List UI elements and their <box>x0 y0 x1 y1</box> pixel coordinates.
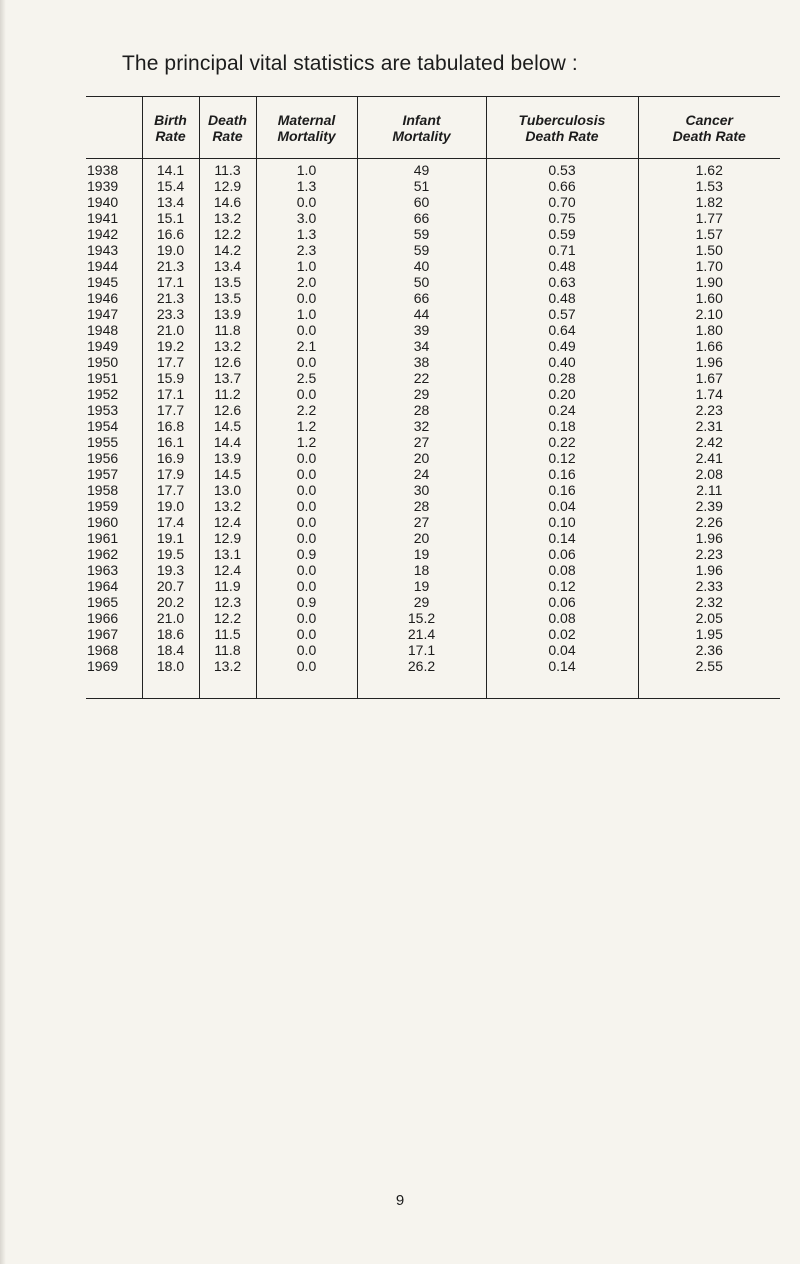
cell-birth-rate: 17.9 <box>142 466 199 482</box>
table-row <box>86 658 780 698</box>
cell-maternal-mortality: 2.1 <box>256 338 357 354</box>
cell-tuberculosis-death-rate: 0.40 <box>486 354 638 370</box>
cell-birth-rate: 18.0 <box>142 658 199 698</box>
cell-birth-rate: 18.6 <box>142 626 199 642</box>
cell-death-rate: 13.5 <box>199 290 256 306</box>
cell-death-rate: 13.0 <box>199 482 256 498</box>
cell-cancer-death-rate: 1.80 <box>638 322 780 338</box>
table-row <box>86 642 780 658</box>
cell-tuberculosis-death-rate: 0.04 <box>486 498 638 514</box>
cell-birth-rate: 21.3 <box>142 258 199 274</box>
table-row <box>86 626 780 642</box>
cell-cancer-death-rate: 2.42 <box>638 434 780 450</box>
cell-birth-rate: 14.1 <box>142 159 199 179</box>
cell-infant-mortality: 29 <box>357 594 486 610</box>
cell-cancer-death-rate: 1.96 <box>638 354 780 370</box>
table-row <box>86 610 780 626</box>
cell-infant-mortality: 34 <box>357 338 486 354</box>
cell-infant-mortality: 32 <box>357 418 486 434</box>
header-year <box>86 97 142 159</box>
cell-tuberculosis-death-rate: 0.22 <box>486 434 638 450</box>
cell-maternal-mortality: 0.0 <box>256 642 357 658</box>
cell-maternal-mortality: 2.0 <box>256 274 357 290</box>
cell-maternal-mortality: 2.3 <box>256 242 357 258</box>
cell-birth-rate: 15.4 <box>142 178 199 194</box>
table-row <box>86 210 780 226</box>
table-row <box>86 159 780 179</box>
table-row <box>86 242 780 258</box>
cell-death-rate: 12.9 <box>199 178 256 194</box>
cell-birth-rate: 19.2 <box>142 338 199 354</box>
cell-tuberculosis-death-rate: 0.18 <box>486 418 638 434</box>
cell-birth-rate: 17.4 <box>142 514 199 530</box>
cell-year: 1943 <box>87 242 119 258</box>
cell-tuberculosis-death-rate: 0.14 <box>486 658 638 698</box>
cell-year: 1945 <box>87 274 119 290</box>
cell-death-rate: 11.8 <box>199 642 256 658</box>
cell-death-rate: 12.2 <box>199 610 256 626</box>
cell-tuberculosis-death-rate: 0.06 <box>486 594 638 610</box>
table-row <box>86 450 780 466</box>
cell-tuberculosis-death-rate: 0.49 <box>486 338 638 354</box>
table-row <box>86 498 780 514</box>
cell-cancer-death-rate: 2.39 <box>638 498 780 514</box>
table-row <box>86 338 780 354</box>
cell-birth-rate: 16.6 <box>142 226 199 242</box>
cell-birth-rate: 15.9 <box>142 370 199 386</box>
cell-birth-rate: 18.4 <box>142 642 199 658</box>
cell-maternal-mortality: 0.0 <box>256 658 357 698</box>
cell-infant-mortality: 17.1 <box>357 642 486 658</box>
cell-maternal-mortality: 1.2 <box>256 434 357 450</box>
cell-cancer-death-rate: 2.31 <box>638 418 780 434</box>
cell-maternal-mortality: 0.0 <box>256 610 357 626</box>
cell-infant-mortality: 15.2 <box>357 610 486 626</box>
cell-infant-mortality: 21.4 <box>357 626 486 642</box>
cell-infant-mortality: 39 <box>357 322 486 338</box>
cell-tuberculosis-death-rate: 0.66 <box>486 178 638 194</box>
table-row <box>86 530 780 546</box>
header-birth-rate: Birth Rate <box>142 97 199 159</box>
cell-year: 1969 <box>87 658 119 674</box>
cell-death-rate: 13.4 <box>199 258 256 274</box>
table-row <box>86 418 780 434</box>
header-row <box>86 97 780 159</box>
cell-maternal-mortality: 0.0 <box>256 322 357 338</box>
cell-cancer-death-rate: 2.41 <box>638 450 780 466</box>
table-row <box>86 226 780 242</box>
cell-maternal-mortality: 0.9 <box>256 594 357 610</box>
cell-maternal-mortality: 0.0 <box>256 626 357 642</box>
cell-cancer-death-rate: 2.11 <box>638 482 780 498</box>
table-row <box>86 306 780 322</box>
table-bottom-rule <box>86 698 780 699</box>
table-row <box>86 290 780 306</box>
cell-death-rate: 12.6 <box>199 402 256 418</box>
cell-year: 1940 <box>87 194 119 210</box>
table-body <box>86 159 780 699</box>
cell-death-rate: 14.5 <box>199 466 256 482</box>
cell-year: 1962 <box>87 546 119 562</box>
page-number: 9 <box>395 1192 405 1209</box>
cell-infant-mortality: 20 <box>357 530 486 546</box>
cell-death-rate: 14.4 <box>199 434 256 450</box>
cell-maternal-mortality: 0.0 <box>256 354 357 370</box>
cell-year: 1968 <box>87 642 119 658</box>
cell-tuberculosis-death-rate: 0.53 <box>486 159 638 179</box>
cell-birth-rate: 19.1 <box>142 530 199 546</box>
cell-year: 1948 <box>87 322 119 338</box>
cell-infant-mortality: 66 <box>357 210 486 226</box>
cell-cancer-death-rate: 2.33 <box>638 578 780 594</box>
cell-year: 1967 <box>87 626 119 642</box>
cell-cancer-death-rate: 2.10 <box>638 306 780 322</box>
cell-year: 1961 <box>87 530 119 546</box>
table-row <box>86 370 780 386</box>
cell-year: 1963 <box>87 562 119 578</box>
cell-infant-mortality: 29 <box>357 386 486 402</box>
cell-death-rate: 12.6 <box>199 354 256 370</box>
cell-death-rate: 12.4 <box>199 562 256 578</box>
vital-statistics-table <box>86 96 780 699</box>
cell-infant-mortality: 19 <box>357 578 486 594</box>
cell-death-rate: 13.1 <box>199 546 256 562</box>
cell-year: 1942 <box>87 226 119 242</box>
cell-death-rate: 11.3 <box>199 159 256 179</box>
cell-birth-rate: 19.5 <box>142 546 199 562</box>
table-row <box>86 578 780 594</box>
cell-maternal-mortality: 1.0 <box>256 258 357 274</box>
table-row <box>86 466 780 482</box>
cell-cancer-death-rate: 1.62 <box>638 159 780 179</box>
cell-infant-mortality: 49 <box>357 159 486 179</box>
cell-birth-rate: 17.7 <box>142 402 199 418</box>
cell-death-rate: 12.3 <box>199 594 256 610</box>
cell-birth-rate: 17.1 <box>142 386 199 402</box>
cell-tuberculosis-death-rate: 0.12 <box>486 578 638 594</box>
cell-year: 1952 <box>87 386 119 402</box>
cell-infant-mortality: 28 <box>357 402 486 418</box>
cell-death-rate: 14.6 <box>199 194 256 210</box>
cell-birth-rate: 17.7 <box>142 482 199 498</box>
cell-tuberculosis-death-rate: 0.75 <box>486 210 638 226</box>
cell-cancer-death-rate: 1.82 <box>638 194 780 210</box>
cell-death-rate: 12.2 <box>199 226 256 242</box>
cell-year: 1965 <box>87 594 119 610</box>
cell-cancer-death-rate: 1.57 <box>638 226 780 242</box>
cell-maternal-mortality: 0.0 <box>256 466 357 482</box>
table-row <box>86 178 780 194</box>
table-row <box>86 434 780 450</box>
table-row <box>86 562 780 578</box>
cell-maternal-mortality: 0.0 <box>256 530 357 546</box>
cell-tuberculosis-death-rate: 0.57 <box>486 306 638 322</box>
cell-infant-mortality: 59 <box>357 226 486 242</box>
cell-maternal-mortality: 1.0 <box>256 159 357 179</box>
cell-maternal-mortality: 1.3 <box>256 226 357 242</box>
cell-year: 1954 <box>87 418 119 434</box>
cell-death-rate: 14.2 <box>199 242 256 258</box>
cell-year: 1938 <box>87 162 119 178</box>
cell-year: 1959 <box>87 498 119 514</box>
cell-maternal-mortality: 0.0 <box>256 562 357 578</box>
cell-maternal-mortality: 3.0 <box>256 210 357 226</box>
cell-birth-rate: 23.3 <box>142 306 199 322</box>
cell-birth-rate: 19.3 <box>142 562 199 578</box>
cell-death-rate: 13.2 <box>199 658 256 698</box>
cell-maternal-mortality: 0.9 <box>256 546 357 562</box>
cell-year: 1946 <box>87 290 119 306</box>
cell-cancer-death-rate: 1.90 <box>638 274 780 290</box>
header-maternal-mortality: Maternal Mortality <box>256 97 357 159</box>
table-row <box>86 194 780 210</box>
table-row <box>86 402 780 418</box>
cell-year: 1951 <box>87 370 119 386</box>
cell-tuberculosis-death-rate: 0.08 <box>486 610 638 626</box>
cell-death-rate: 14.5 <box>199 418 256 434</box>
cell-cancer-death-rate: 1.95 <box>638 626 780 642</box>
page-title: The principal vital statistics are tabulated below : <box>122 52 578 75</box>
cell-tuberculosis-death-rate: 0.04 <box>486 642 638 658</box>
table-row <box>86 482 780 498</box>
table-row <box>86 322 780 338</box>
cell-maternal-mortality: 0.0 <box>256 450 357 466</box>
cell-maternal-mortality: 1.0 <box>256 306 357 322</box>
cell-year: 1950 <box>87 354 119 370</box>
cell-cancer-death-rate: 2.36 <box>638 642 780 658</box>
table-row <box>86 258 780 274</box>
cell-cancer-death-rate: 1.96 <box>638 562 780 578</box>
cell-birth-rate: 19.0 <box>142 498 199 514</box>
cell-tuberculosis-death-rate: 0.10 <box>486 514 638 530</box>
cell-year: 1957 <box>87 466 119 482</box>
cell-birth-rate: 21.0 <box>142 610 199 626</box>
cell-birth-rate: 21.0 <box>142 322 199 338</box>
cell-infant-mortality: 28 <box>357 498 486 514</box>
table-row <box>86 274 780 290</box>
cell-infant-mortality: 18 <box>357 562 486 578</box>
table-row <box>86 514 780 530</box>
cell-tuberculosis-death-rate: 0.20 <box>486 386 638 402</box>
cell-maternal-mortality: 0.0 <box>256 578 357 594</box>
header-infant-mortality: Infant Mortality <box>357 97 486 159</box>
cell-tuberculosis-death-rate: 0.70 <box>486 194 638 210</box>
cell-tuberculosis-death-rate: 0.71 <box>486 242 638 258</box>
cell-birth-rate: 21.3 <box>142 290 199 306</box>
cell-cancer-death-rate: 1.77 <box>638 210 780 226</box>
cell-death-rate: 11.5 <box>199 626 256 642</box>
cell-year: 1964 <box>87 578 119 594</box>
cell-maternal-mortality: 0.0 <box>256 194 357 210</box>
cell-year: 1955 <box>87 434 119 450</box>
cell-tuberculosis-death-rate: 0.16 <box>486 482 638 498</box>
cell-maternal-mortality: 0.0 <box>256 386 357 402</box>
cell-maternal-mortality: 0.0 <box>256 482 357 498</box>
table-row <box>86 354 780 370</box>
cell-death-rate: 13.2 <box>199 210 256 226</box>
cell-death-rate: 13.9 <box>199 450 256 466</box>
cell-cancer-death-rate: 2.05 <box>638 610 780 626</box>
cell-birth-rate: 16.1 <box>142 434 199 450</box>
cell-tuberculosis-death-rate: 0.48 <box>486 290 638 306</box>
cell-death-rate: 11.9 <box>199 578 256 594</box>
cell-year: 1958 <box>87 482 119 498</box>
cell-cancer-death-rate: 1.50 <box>638 242 780 258</box>
cell-infant-mortality: 27 <box>357 434 486 450</box>
cell-tuberculosis-death-rate: 0.02 <box>486 626 638 642</box>
cell-infant-mortality: 27 <box>357 514 486 530</box>
cell-infant-mortality: 38 <box>357 354 486 370</box>
table-row <box>86 594 780 610</box>
cell-tuberculosis-death-rate: 0.48 <box>486 258 638 274</box>
cell-death-rate: 13.7 <box>199 370 256 386</box>
cell-tuberculosis-death-rate: 0.63 <box>486 274 638 290</box>
cell-tuberculosis-death-rate: 0.14 <box>486 530 638 546</box>
cell-maternal-mortality: 1.2 <box>256 418 357 434</box>
cell-birth-rate: 20.7 <box>142 578 199 594</box>
cell-death-rate: 13.5 <box>199 274 256 290</box>
cell-infant-mortality: 66 <box>357 290 486 306</box>
cell-cancer-death-rate: 1.60 <box>638 290 780 306</box>
cell-cancer-death-rate: 2.32 <box>638 594 780 610</box>
cell-death-rate: 13.2 <box>199 338 256 354</box>
header-death-rate: Death Rate <box>199 97 256 159</box>
table-row <box>86 386 780 402</box>
cell-birth-rate: 17.1 <box>142 274 199 290</box>
cell-cancer-death-rate: 1.70 <box>638 258 780 274</box>
cell-year: 1966 <box>87 610 119 626</box>
cell-year: 1960 <box>87 514 119 530</box>
cell-infant-mortality: 44 <box>357 306 486 322</box>
cell-maternal-mortality: 2.2 <box>256 402 357 418</box>
cell-infant-mortality: 50 <box>357 274 486 290</box>
cell-death-rate: 11.2 <box>199 386 256 402</box>
cell-infant-mortality: 22 <box>357 370 486 386</box>
header-cancer-death-rate: Cancer Death Rate <box>638 97 780 159</box>
cell-tuberculosis-death-rate: 0.28 <box>486 370 638 386</box>
cell-cancer-death-rate: 1.53 <box>638 178 780 194</box>
cell-tuberculosis-death-rate: 0.64 <box>486 322 638 338</box>
cell-cancer-death-rate: 1.67 <box>638 370 780 386</box>
cell-tuberculosis-death-rate: 0.12 <box>486 450 638 466</box>
cell-maternal-mortality: 0.0 <box>256 514 357 530</box>
cell-infant-mortality: 20 <box>357 450 486 466</box>
cell-infant-mortality: 59 <box>357 242 486 258</box>
cell-birth-rate: 13.4 <box>142 194 199 210</box>
cell-death-rate: 12.4 <box>199 514 256 530</box>
cell-cancer-death-rate: 2.55 <box>638 658 780 698</box>
cell-tuberculosis-death-rate: 0.16 <box>486 466 638 482</box>
cell-birth-rate: 15.1 <box>142 210 199 226</box>
cell-death-rate: 11.8 <box>199 322 256 338</box>
cell-year: 1949 <box>87 338 119 354</box>
cell-cancer-death-rate: 2.08 <box>638 466 780 482</box>
cell-year: 1947 <box>87 306 119 322</box>
page-edge-shadow <box>0 0 6 1264</box>
cell-maternal-mortality: 2.5 <box>256 370 357 386</box>
cell-infant-mortality: 24 <box>357 466 486 482</box>
cell-birth-rate: 16.9 <box>142 450 199 466</box>
cell-cancer-death-rate: 1.96 <box>638 530 780 546</box>
cell-year: 1956 <box>87 450 119 466</box>
cell-birth-rate: 20.2 <box>142 594 199 610</box>
cell-maternal-mortality: 0.0 <box>256 498 357 514</box>
cell-infant-mortality: 60 <box>357 194 486 210</box>
cell-tuberculosis-death-rate: 0.06 <box>486 546 638 562</box>
cell-cancer-death-rate: 1.74 <box>638 386 780 402</box>
cell-birth-rate: 17.7 <box>142 354 199 370</box>
cell-cancer-death-rate: 2.23 <box>638 546 780 562</box>
cell-year: 1953 <box>87 402 119 418</box>
cell-maternal-mortality: 1.3 <box>256 178 357 194</box>
cell-cancer-death-rate: 2.23 <box>638 402 780 418</box>
cell-infant-mortality: 26.2 <box>357 658 486 698</box>
table-row <box>86 546 780 562</box>
cell-death-rate: 12.9 <box>199 530 256 546</box>
cell-birth-rate: 16.8 <box>142 418 199 434</box>
cell-death-rate: 13.2 <box>199 498 256 514</box>
cell-birth-rate: 19.0 <box>142 242 199 258</box>
cell-infant-mortality: 51 <box>357 178 486 194</box>
header-tuberculosis-death-rate: Tuberculosis Death Rate <box>486 97 638 159</box>
cell-year: 1939 <box>87 178 119 194</box>
cell-infant-mortality: 19 <box>357 546 486 562</box>
cell-maternal-mortality: 0.0 <box>256 290 357 306</box>
cell-infant-mortality: 40 <box>357 258 486 274</box>
cell-cancer-death-rate: 2.26 <box>638 514 780 530</box>
cell-death-rate: 13.9 <box>199 306 256 322</box>
cell-year: 1941 <box>87 210 119 226</box>
cell-tuberculosis-death-rate: 0.24 <box>486 402 638 418</box>
cell-infant-mortality: 30 <box>357 482 486 498</box>
cell-tuberculosis-death-rate: 0.08 <box>486 562 638 578</box>
cell-year: 1944 <box>87 258 119 274</box>
cell-tuberculosis-death-rate: 0.59 <box>486 226 638 242</box>
cell-cancer-death-rate: 1.66 <box>638 338 780 354</box>
